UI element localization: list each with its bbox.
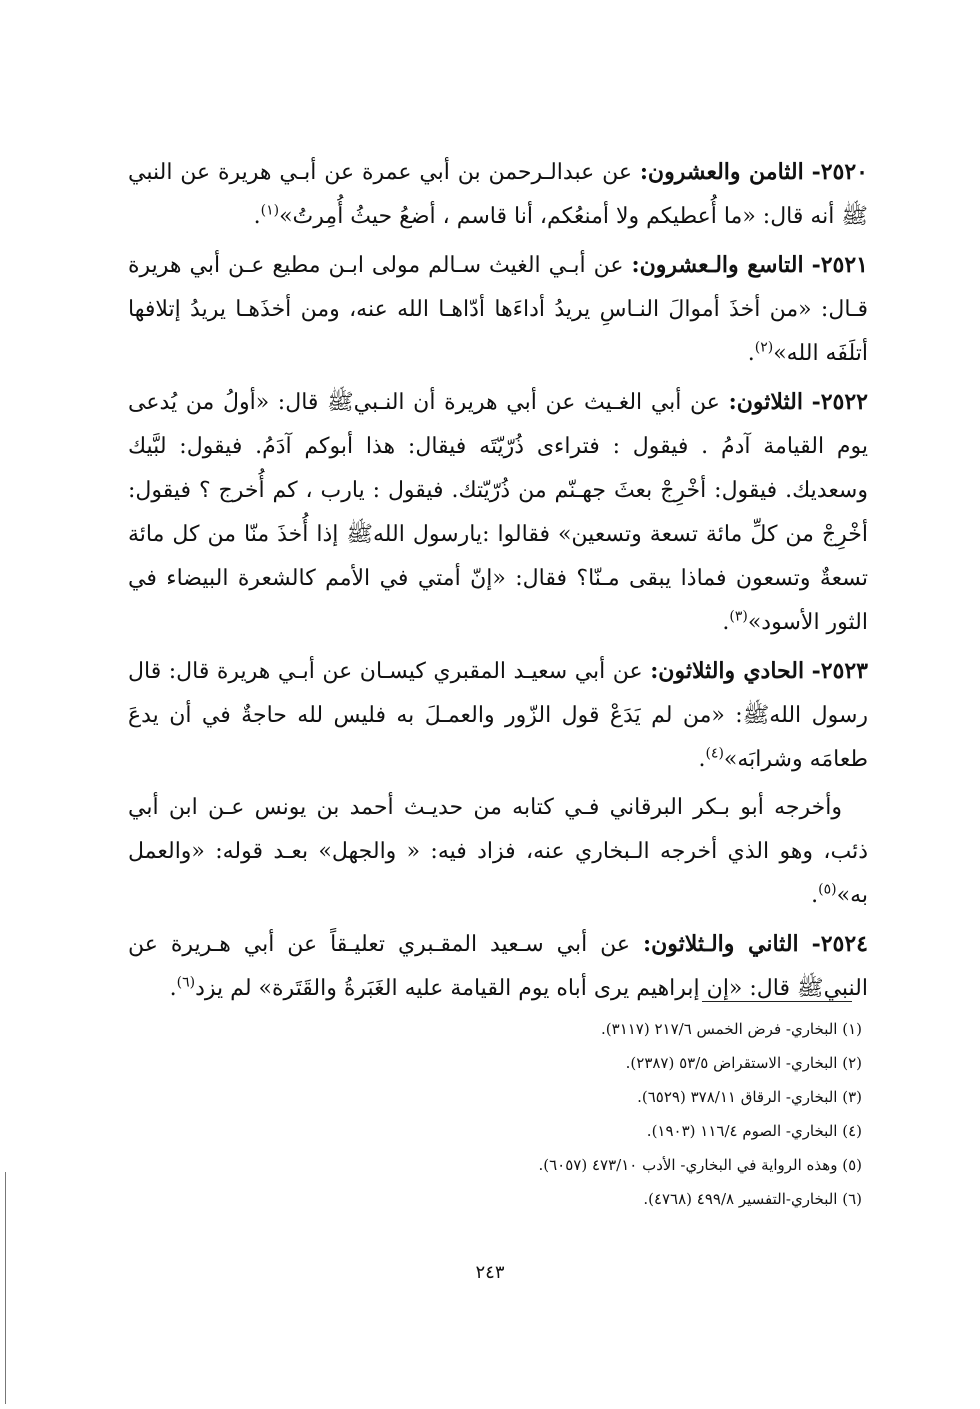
footnote-reference[interactable]: (٦): [176, 974, 196, 991]
commentary-paragraph: [128, 786, 868, 918]
entry-heading: الثاني والـثلاثون:: [642, 931, 799, 957]
scan-margin-line: [5, 1172, 6, 1404]
footnote-item: (١) البخاري- فرض الخمس ٢١٧/٦ (٣١١٧).: [601, 1020, 862, 1038]
footnote-separator: [702, 1001, 852, 1002]
entry-end: .: [253, 204, 261, 229]
hadith-entry-2521: [128, 243, 868, 376]
footnote-reference[interactable]: (٣): [729, 608, 748, 625]
main-text: [128, 150, 868, 1011]
entry-end: .: [811, 883, 819, 908]
hadith-entry-2523: [128, 649, 868, 782]
hadith-entry-2520: [128, 150, 868, 239]
entry-text: عن أبي سـعيد المقـبري تعليـقاً عن أبي هـريرة عن النبيﷺ قال: «إن إبراهيم يرى أباه يوم القيامة عليه الغَبَرةُ والقَتَرة» لم يزد: [128, 932, 868, 1001]
footnote-reference[interactable]: (٤): [705, 745, 724, 762]
entry-heading: الحادي والثلاثون:: [650, 658, 805, 684]
entry-number: ٢٥٢٢-: [811, 389, 868, 415]
commentary-text: وأخرجه أبو بـكر البرقاني فـي كتابه من حديـث أحمد بن يونس عـن ابن أبي ذئب، وهو الذي أخرجه الـبخاري عنه، فزاد فيه: « والجهل» بعـد قوله: «والعمل به»: [128, 795, 868, 908]
entry-end: .: [722, 610, 730, 635]
entry-heading: الثامن والعشرون:: [639, 159, 804, 185]
page-number: ٢٤٣: [475, 1262, 505, 1283]
footnote-item: (٣) البخاري- الرقاق ٣٧٨/١١ (٦٥٢٩).: [637, 1088, 862, 1106]
entry-number: ٢٥٢٣-: [811, 658, 868, 684]
entry-text: عن عبدالـرحمن بن أبي عمرة عن أبـي هريرة عن النبي ﷺ أنه قال: «ما أُعطيكم ولا أمنعُكم، أنا قاسم ، أضعُ حيثُ أُمِرتُ»: [128, 160, 868, 229]
footnote-item: (٦) البخاري-التفسير ٤٩٩/٨ (٤٧٦٨).: [643, 1190, 862, 1208]
footnote-reference[interactable]: (٢): [754, 339, 774, 356]
footnote-item: (٥) وهذه الرواية في البخاري- الأدب ٤٧٣/١٠ (٦٠٥٧).: [538, 1156, 862, 1174]
entry-number: ٢٥٢٤-: [811, 931, 868, 957]
footnote-item: (٢) البخاري- الاستقراض ٥٣/٥ (٢٣٨٧).: [625, 1054, 862, 1072]
footnote-reference[interactable]: (١): [260, 202, 280, 219]
entry-heading: الثلاثون:: [728, 389, 803, 415]
footnote-item: (٤) البخاري- الصوم ١١٦/٤ (١٩٠٣).: [646, 1122, 862, 1140]
entry-end: .: [698, 747, 706, 772]
entry-text: عن أبي سعيـد المقبري كيسـان عن أبـي هريرة قال: قال رسول اللهﷺ: «من لم يَدَعْ قول الزّور والعمـلَ به فليس لله حاجةٌ في أن يدعَ طعامَه وشرابَه»: [128, 659, 868, 772]
entry-number: ٢٥٢٠-: [811, 159, 868, 185]
entry-number: ٢٥٢١-: [811, 252, 868, 278]
footnote-reference[interactable]: (٥): [818, 881, 837, 898]
hadith-entry-2522: [128, 380, 868, 645]
entry-text: عن أبي الغـيث عن أبي هريرة أن النـبيﷺ قال: «أولُ من يُدعى يوم القيامة آدمُ . فيقول : فتراءى ذُرّيّتَه فيقال: هذا أبوكم آدَمُ. فيقول: لبَّيك وسعديك. فيقول: أخْرِجْ بعثَ جهـنّم من ذُرّيّتك. فيقول : يارب ، كم أُخرج ؟ فيقول: أخْرِجْ من كلِّ مائة تسعة وتسعين» فقالوا :يارسول اللهﷺ إذا أُخذَ منّا من كل مائة تسعةٌ وتسعون فماذا يبقى مـنّا؟ فقال: «إنّ أمتي في الأمم كالشعرة البيضاء في الثور الأسود»: [128, 390, 868, 635]
hadith-entry-2524: [128, 922, 868, 1011]
entry-end: .: [747, 341, 755, 366]
entry-end: .: [169, 976, 177, 1001]
entry-text: عن أبـي الغيث سـالم مولى ابـن مطيع عـن أبي هريرة قـال: «من أخذَ أموالَ النـاسِ يريدُ أداءَها أدّاهـا الله عنه، ومن أخذَهـا يريدُ إتلافها أتلَفَه الله»: [128, 253, 868, 366]
entry-heading: التاسع والـعشرون:: [631, 252, 804, 278]
footnotes: [300, 1012, 862, 1216]
